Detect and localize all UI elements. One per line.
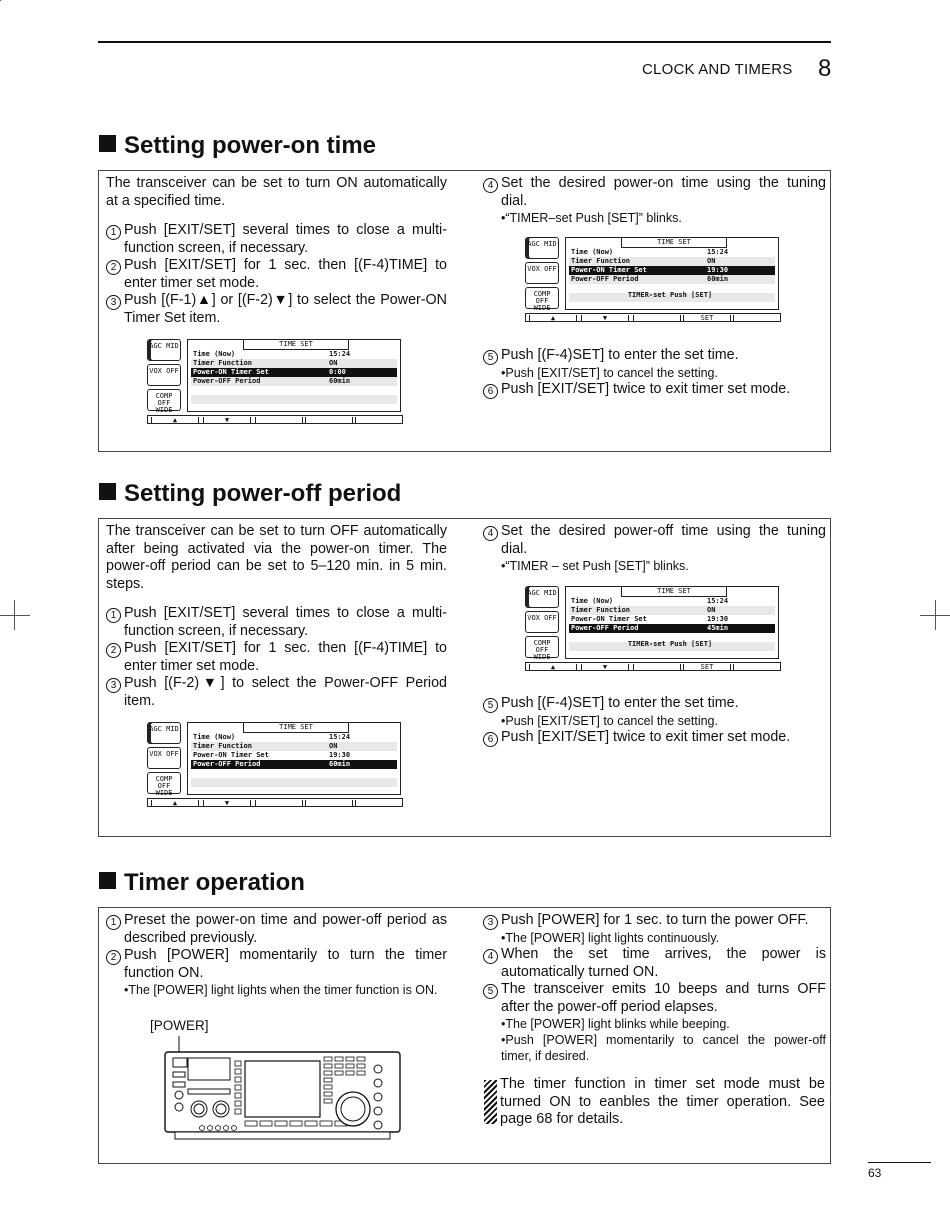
left-column [106,523,447,710]
comp-button: COMP OFF WIDE [147,389,181,411]
page-number: 63 [868,1166,882,1180]
lcd-row-selected: Power-ON Timer Set 19:30 [569,266,775,275]
right-column [483,523,826,574]
right-column [483,912,826,1064]
lcd-row: Power-ON Timer Set 19:30 [193,751,351,759]
note: The timer function in timer set mode must be turned ON to eanbles the timer operation. See page 68 for details. [500,1076,825,1127]
lcd-panel [565,586,779,659]
left-column [106,912,447,998]
crop-mark [935,600,936,630]
step-1: 1 Preset the power-on time and power-off period as described previously. [106,912,447,947]
step-2: 2 Push [EXIT/SET] for 1 sec. then [(F-4)TIME] to enter timer set mode. [106,640,447,675]
step-5-note: •Push [POWER] momentarily to cancel the power-off timer, if desired. [501,1033,826,1063]
function-keys: ▲ ▼ [147,415,403,424]
left-column [106,175,447,327]
power-button [173,1058,187,1067]
crop-mark [14,600,15,630]
step-2: 2 Push [POWER] momentarily to turn the timer function ON. [106,947,447,982]
lcd-row: Power-OFF Period 60min [191,377,397,386]
transceiver-illustration [160,1035,405,1143]
lcd-row-selected: Power-ON Timer Set 0:00 [191,368,397,377]
step-3: 3 Push [(F-2)▼] to select the Power-OFF Period item. [106,675,447,710]
vox-button: VOX OFF [147,364,181,386]
lcd-title: TIME SET [243,723,349,733]
step-4: 4 When the set time arrives, the power is automatically turned ON. [483,946,826,981]
step-3-note: •The [POWER] light lights continuously. [501,931,720,945]
section-title: Setting power-off period [99,480,401,508]
step-6: 6 Push [EXIT/SET] twice to exit timer set mode. [483,729,826,747]
step-2-note: •The [POWER] light lights when the timer function is ON. [124,983,438,997]
agc-button: AGC MID [147,339,181,361]
agc-button: AGC MID [147,722,181,744]
lcd-row: Time (Now) 15:24 [193,350,351,358]
note-icon [484,1080,497,1124]
intro-text: The transceiver can be set to turn OFF automatically after being activated via the power-on timer. The power-off period can be set to 5–120 min. in 5 min. steps. [106,523,447,592]
radio-display [245,1061,320,1117]
step-5: 5 Push [(F-4)SET] to enter the set time. [483,695,826,713]
footer-rule [868,1162,931,1163]
lcd-title: TIME SET [621,238,727,248]
lcd-panel [565,237,779,310]
section-title: Timer operation [99,869,305,897]
step-1: 1 Push [EXIT/SET] several times to close a multi-function screen, if necessary. [106,222,447,257]
step-4: 4 Set the desired power-on time using the tuning dial. [483,175,826,210]
step-3: 3 Push [(F-1)▲] or [(F-2)▼] to select the Power-ON Timer Set item. [106,292,447,327]
step-4-note: •“TIMER–set Push [SET]” blinks. [501,211,682,225]
lcd-row: Power-ON Timer Set 19:30 [571,615,729,623]
vox-button: VOX OFF [147,747,181,769]
step-3: 3 Push [POWER] for 1 sec. to turn the power OFF. [483,912,826,930]
step-4-note: •“TIMER – set Push [SET]” blinks. [501,559,689,573]
header-rule [98,41,831,43]
lcd-screen [525,237,781,325]
lcd-title: TIME SET [621,587,727,597]
step-5-note: •Push [EXIT/SET] to cancel the setting. [501,366,718,380]
step-5: 5 The transceiver emits 10 beeps and turns OFF after the power-off period elapses. [483,981,826,1016]
lcd-row: Power-OFF Period 60min [569,275,775,284]
lcd-row: Timer Function ON [569,606,775,615]
lcd-row: Time (Now) 15:24 [571,597,729,605]
right-column-lower [483,347,826,399]
function-keys: ▲ ▼ [147,798,403,807]
right-column-lower [483,695,826,747]
lcd-row: Time (Now) 15:24 [571,248,729,256]
lcd-row: Timer Function ON [191,359,397,368]
crop-mark [0,0,1,1]
lcd-row: Timer Function ON [191,742,397,751]
lcd-row-selected: Power-OFF Period 60min [191,760,397,769]
crop-mark [0,615,30,616]
step-1: 1 Push [EXIT/SET] several times to close a multi-function screen, if necessary. [106,605,447,640]
lcd-panel [187,339,401,412]
function-keys: ▲ ▼ SET [525,313,781,322]
lcd-row-selected: Power-OFF Period 45min [569,624,775,633]
agc-button: AGC MID [525,586,559,608]
agc-button: AGC MID [525,237,559,259]
chapter-title: CLOCK AND TIMERS [642,61,793,78]
step-4: 4 Set the desired power-off time using the tuning dial. [483,523,826,558]
lcd-screen [147,722,403,810]
right-column [483,175,826,226]
blink-message: TIMER-set Push [SET] [627,640,713,648]
step-2: 2 Push [EXIT/SET] for 1 sec. then [(F-4)TIME] to enter timer set mode. [106,257,447,292]
blink-message: TIMER-set Push [SET] [627,291,713,299]
lcd-screen [525,586,781,674]
chapter-number: 8 [818,55,832,82]
step-5: 5 Push [(F-4)SET] to enter the set time. [483,347,826,365]
comp-button: COMP OFF WIDE [147,772,181,794]
function-keys: ▲ ▼ SET [525,662,781,671]
step-5-note: •Push [EXIT/SET] to cancel the setting. [501,714,718,728]
intro-text: The transceiver can be set to turn ON automatically at a specified time. [106,175,447,209]
section-title: Setting power-on time [99,132,376,160]
lcd-screen [147,339,403,427]
lcd-panel [187,722,401,795]
comp-button: COMP OFF WIDE [525,287,559,309]
lcd-row: Timer Function ON [569,257,775,266]
power-label: [POWER] [150,1018,209,1033]
step-6: 6 Push [EXIT/SET] twice to exit timer set mode. [483,381,826,399]
step-5-note: •The [POWER] light blinks while beeping. [501,1017,730,1031]
lcd-row: Time (Now) 15:24 [193,733,351,741]
vox-button: VOX OFF [525,262,559,284]
lcd-title: TIME SET [243,340,349,350]
vox-button: VOX OFF [525,611,559,633]
comp-button: COMP OFF WIDE [525,636,559,658]
